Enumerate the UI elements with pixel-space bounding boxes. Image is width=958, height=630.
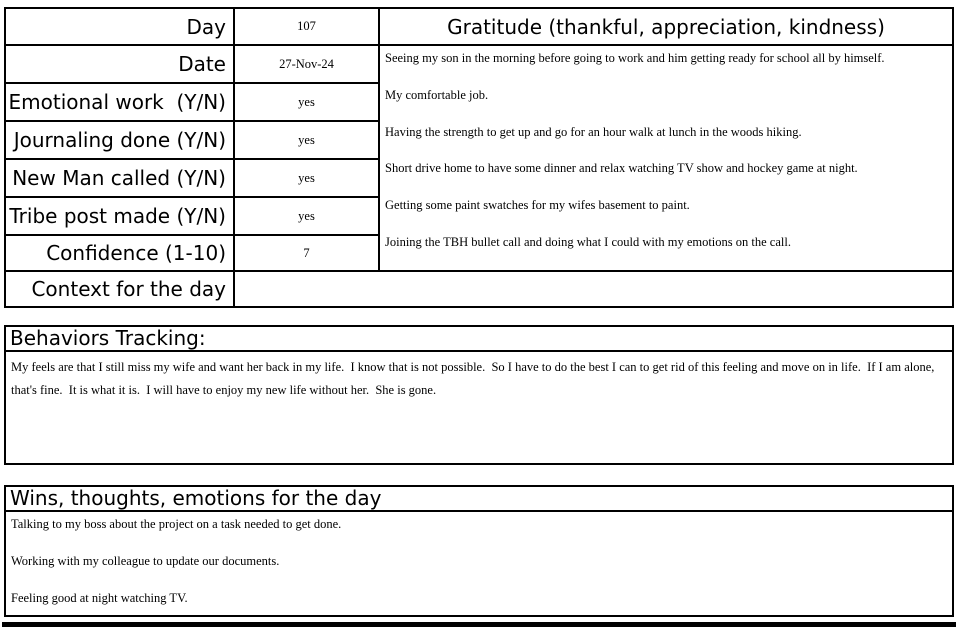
tracker-value-journaling-done[interactable]: yes xyxy=(235,122,380,160)
gratitude-entry[interactable]: Getting some paint swatches for my wifes basement to paint. xyxy=(385,198,690,213)
tracker-value-confidence[interactable]: 7 xyxy=(235,236,380,272)
tracker-label-tribe-post-made: Tribe post made (Y/N) xyxy=(6,198,235,236)
tracker-label-new-man-called: New Man called (Y/N) xyxy=(6,160,235,198)
gratitude-title: Gratitude (thankful, appreciation, kindness) xyxy=(380,9,952,46)
wins-entry[interactable]: Talking to my boss about the project on a task needed to get done. xyxy=(11,517,342,531)
daily-tracker-table xyxy=(4,7,954,308)
tracker-value-date[interactable]: 27-Nov-24 xyxy=(235,46,380,84)
tracker-label-date: Date xyxy=(6,46,235,84)
behaviors-title: Behaviors Tracking: xyxy=(6,327,952,352)
gratitude-entry[interactable]: Joining the TBH bullet call and doing what I could with my emotions on the call. xyxy=(385,234,791,249)
tracker-label-context: Context for the day xyxy=(6,272,235,306)
tracker-label-day: Day xyxy=(6,9,235,46)
tracker-value-context[interactable] xyxy=(235,272,952,306)
gratitude-entry[interactable]: Seeing my son in the morning before going to work and him getting ready for school all by himself. xyxy=(385,51,885,65)
wins-entries-cell[interactable] xyxy=(6,512,952,627)
wins-entry[interactable]: Feeling good at night watching TV. xyxy=(11,590,188,605)
tracker-label-journaling-done: Journaling done (Y/N) xyxy=(6,122,235,160)
wins-entry[interactable]: Working with my colleague to update our documents. xyxy=(11,553,280,568)
behaviors-section xyxy=(4,325,954,465)
tracker-label-emotional-work: Emotional work (Y/N) xyxy=(6,84,235,122)
gratitude-entry[interactable]: Having the strength to get up and go for an hour walk at lunch in the woods hiking. xyxy=(385,124,802,139)
tracker-value-day[interactable]: 107 xyxy=(235,9,380,46)
gratitude-entry[interactable]: My comfortable job. xyxy=(385,87,489,102)
wins-title: Wins, thoughts, emotions for the day xyxy=(6,487,952,512)
tracker-label-confidence: Confidence (1-10) xyxy=(6,236,235,272)
tracker-value-new-man-called[interactable]: yes xyxy=(235,160,380,198)
wins-section xyxy=(4,485,954,617)
tracker-value-tribe-post-made[interactable]: yes xyxy=(235,198,380,236)
gratitude-entries-cell[interactable] xyxy=(380,46,952,272)
tracker-value-emotional-work[interactable]: yes xyxy=(235,84,380,122)
section-divider-bar xyxy=(2,622,956,627)
behaviors-text[interactable]: My feels are that I still miss my wife and want her back in my life. I know that is not possible. So I have to do the best I can to get rid of this feeling and move on in life. If I am alone, that's fine. It is what it is. I will have to enjoy my new life without her. She is gone. xyxy=(11,360,938,397)
gratitude-entry[interactable]: Short drive home to have some dinner and relax watching TV show and hockey game at night. xyxy=(385,161,858,176)
